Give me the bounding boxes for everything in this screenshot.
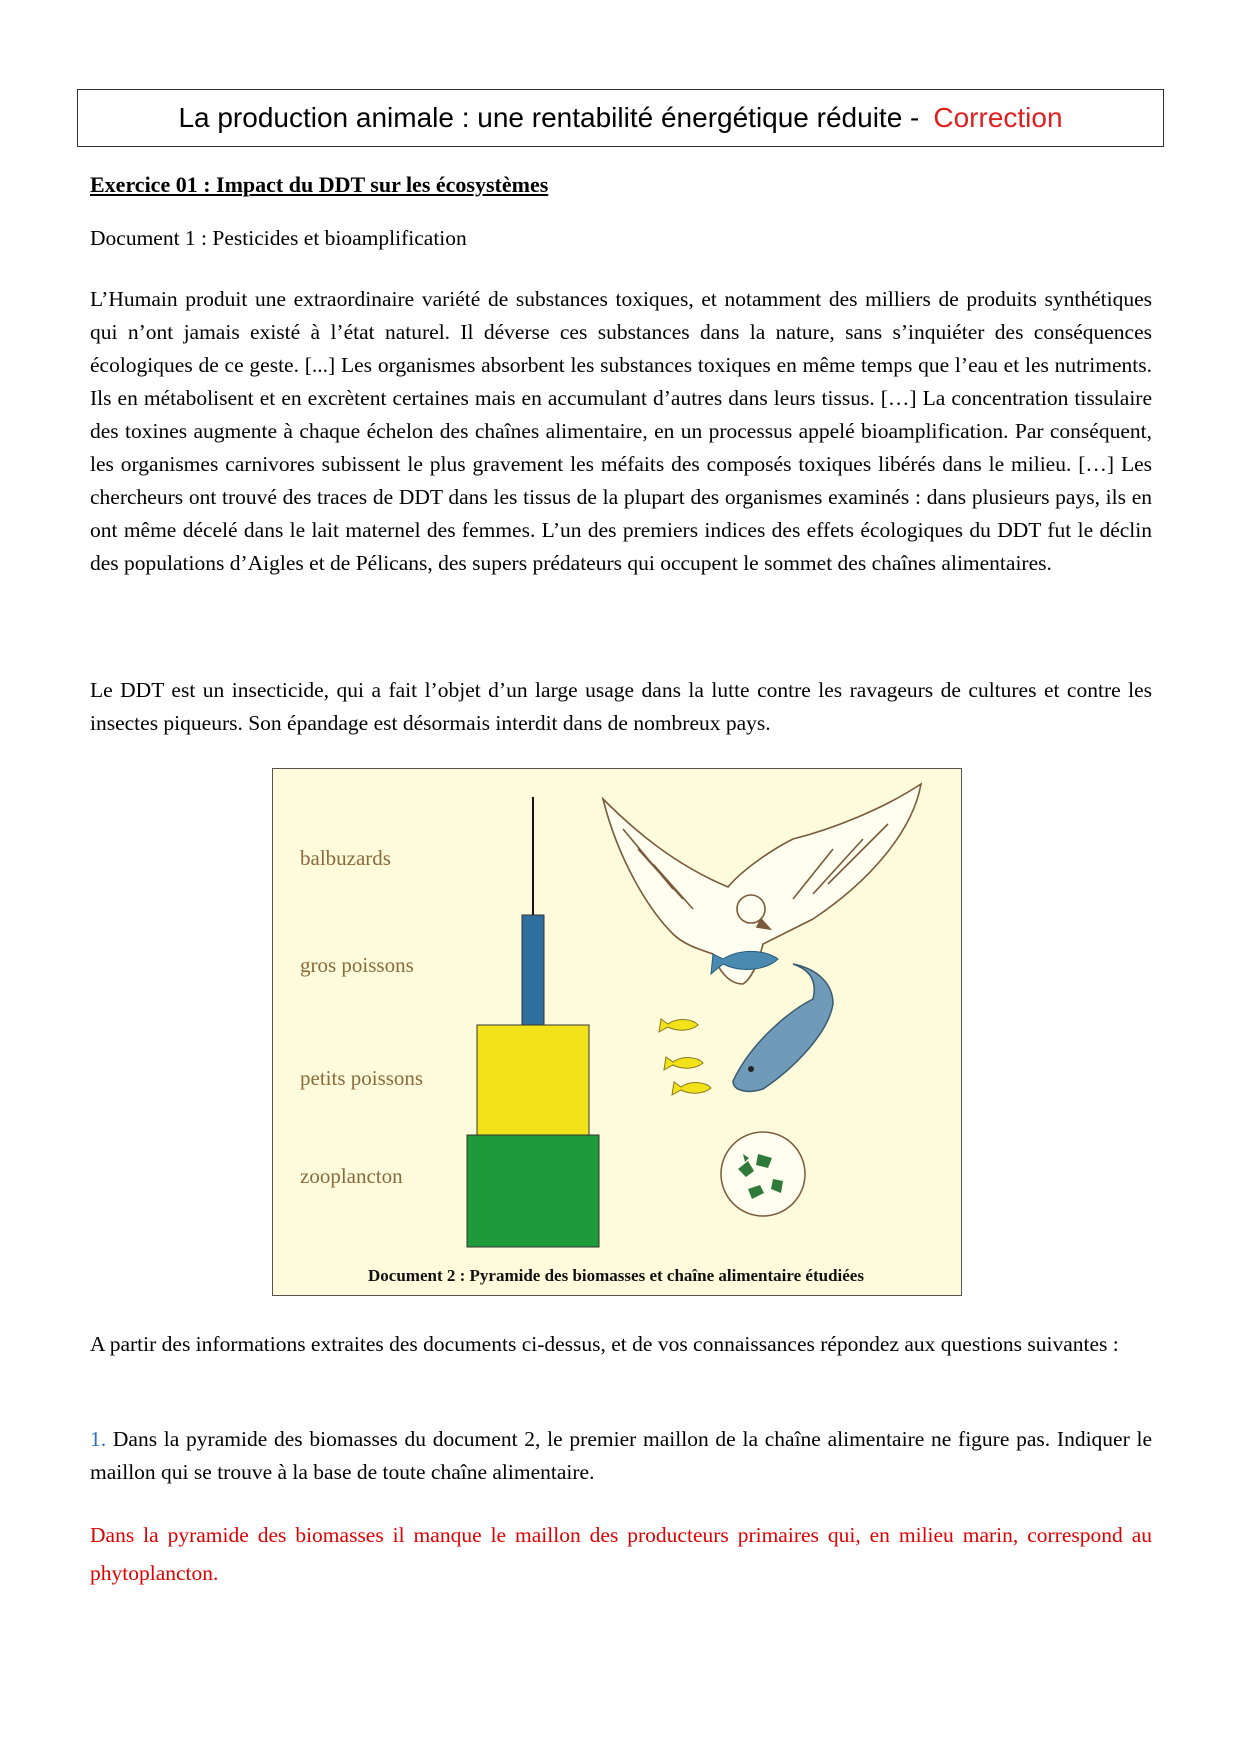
question-1-text: Dans la pyramide des biomasses du document 2, le premier maillon de la chaîne alimentaire ne figure pas. Indiquer le maillon qui se trouve à la base de toute chaîne alimentaire. [90,1427,1152,1484]
page-title: La production animale : une rentabilité énergétique réduite - [178,102,920,133]
level-label-petits-poissons: petits poissons [300,1066,424,1090]
question-1-number: 1. [90,1427,107,1451]
page-title-box [77,89,1164,147]
small-fish-icon [659,1019,698,1032]
correction-label: Correction [933,102,1063,133]
biomass-pyramid-diagram [273,769,960,1294]
small-fish-icon [664,1057,703,1070]
pyramid-bar-zooplancton [467,1135,599,1247]
pyramid-bar-petits-poissons [477,1025,589,1135]
level-label-gros-poissons: gros poissons [300,953,414,977]
big-fish-illustration [733,964,833,1091]
zooplankton-circle-illustration [721,1132,805,1216]
small-fish-icon [672,1082,711,1095]
question-1-answer: Dans la pyramide des biomasses il manque le maillon des producteurs primaires qui, en milieu marin, correspond au phytoplancton. [90,1523,1152,1585]
question-1 [90,1423,1152,1489]
document2-caption: Document 2 : Pyramide des biomasses et chaîne alimentaire étudiées [368,1266,864,1285]
small-fish-group [659,1019,711,1095]
level-label-zooplancton: zooplancton [300,1164,403,1188]
exercise-heading: Exercice 01 : Impact du DDT sur les écosystèmes [90,172,549,197]
document1-paragraph: L’Humain produit une extraordinaire variété de substances toxiques, et notamment des milliers de produits synthétiques qui n’ont jamais existé à l’état naturel. Il déverse ces substances dans la nature, sans s’inquiéter des conséquences écologiques de ce geste. [...] Les organismes absorbent les substances toxiques en même temps que l’eau et les nutriments. Ils en métabolisent et en excrètent certaines mais en accumulant d’autres dans leurs tissus. […] La concentration tissulaire des toxines augmente à chaque échelon des chaînes alimentaire, en un processus appelé bioamplification. Par conséquent, les organismes carnivores subissent le plus gravement les méfaits des composés toxiques libérés dans le milieu. […] Les chercheurs ont trouvé des traces de DDT dans les tissus de la plupart des organismes examinés : dans plusieurs pays, ils en ont même décelé dans le lait maternel des femmes. L’un des premiers indices des effets écologiques du DDT fut le déclin des populations d’Aigles et de Pélicans, des supers prédateurs qui occupent le sommet des chaînes alimentaires. [90,287,1152,575]
questions-intro: A partir des informations extraites des documents ci-dessus, et de vos connaissances répondez aux questions suivantes : [90,1332,1119,1356]
document2-figure [272,768,962,1296]
pyramid-bar-gros-poissons [522,915,544,1025]
level-label-balbuzards: balbuzards [300,846,391,870]
document1-title: Document 1 : Pesticides et bioamplification [90,226,467,250]
ddt-paragraph: Le DDT est un insecticide, qui a fait l’objet d’un large usage dans la lutte contre les ravageurs de cultures et contre les insectes piqueurs. Son épandage est désormais interdit dans de nombreux pays. [90,678,1152,735]
